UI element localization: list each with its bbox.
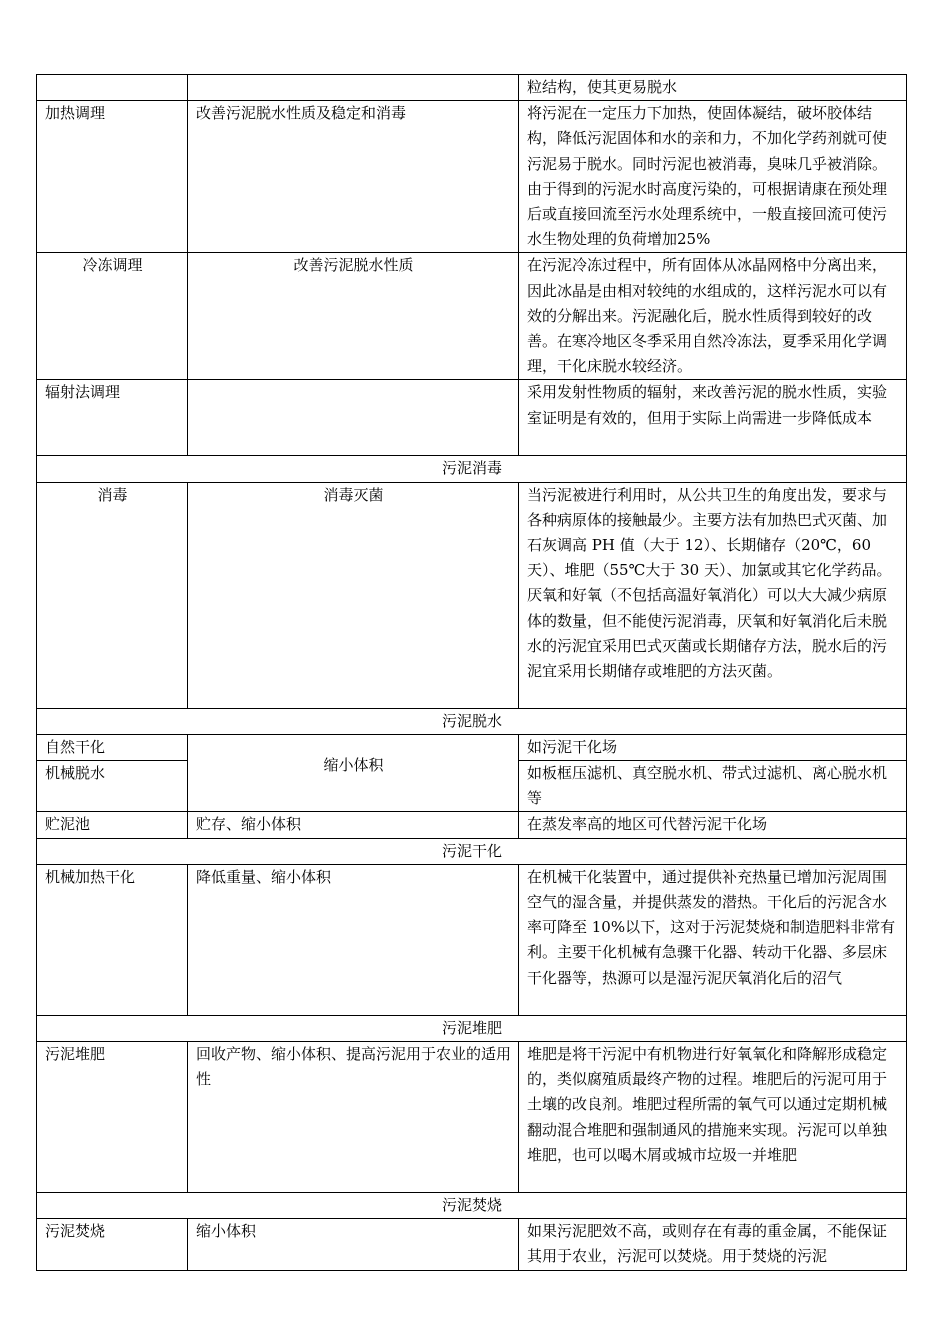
purpose-cell: 贮存、缩小体积 (188, 812, 519, 838)
table-row (37, 482, 907, 708)
method-cell: 辐射法调理 (37, 380, 188, 456)
description-cell: 采用发射性物质的辐射，来改善污泥的脱水性质，实验室证明是有效的，但用于实际上尚需进一步降低成本 (519, 380, 907, 456)
method-cell: 消毒 (37, 482, 188, 708)
purpose-cell: 缩小体积 (188, 1219, 519, 1270)
method-cell: 机械加热干化 (37, 864, 188, 1015)
method-cell: 冷冻调理 (37, 253, 188, 380)
table-row (37, 1042, 907, 1193)
table-row (37, 812, 907, 838)
method-cell: 自然干化 (37, 734, 188, 760)
purpose-cell: 改善污泥脱水性质 (188, 253, 519, 380)
table-row (37, 864, 907, 1015)
section-title: 污泥焚烧 (37, 1193, 907, 1219)
purpose-cell: 改善污泥脱水性质及稳定和消毒 (188, 101, 519, 253)
table-row (37, 253, 907, 380)
section-header-row (37, 456, 907, 482)
purpose-cell: 缩小体积 (188, 734, 519, 812)
description-cell: 在污泥冷冻过程中，所有固体从冰晶网格中分离出来，因此冰晶是由相对较纯的水组成的，这样污泥水可以有效的分解出来。污泥融化后，脱水性质得到较好的改善。在寒冷地区冬季采用自然冷冻法，夏季采用化学调理，干化床脱水较经济。 (519, 253, 907, 380)
table-row (37, 101, 907, 253)
purpose-cell: 消毒灭菌 (188, 482, 519, 708)
purpose-cell (188, 75, 519, 101)
table-row (37, 734, 907, 760)
section-header-row (37, 1015, 907, 1041)
section-title: 污泥脱水 (37, 708, 907, 734)
table-row (37, 75, 907, 101)
method-cell: 污泥堆肥 (37, 1042, 188, 1193)
method-cell: 贮泥池 (37, 812, 188, 838)
description-cell: 如板框压滤机、真空脱水机、带式过滤机、离心脱水机等 (519, 761, 907, 812)
method-cell: 污泥焚烧 (37, 1219, 188, 1270)
method-cell: 机械脱水 (37, 761, 188, 812)
description-cell: 在机械干化装置中，通过提供补充热量已增加污泥周围空气的湿含量，并提供蒸发的潜热。干化后的污泥含水率可降至 10%以下，这对于污泥焚烧和制造肥料非常有利。主要干化机械有急骤干化器、转动干化器、多层床干化器等，热源可以是湿污泥厌氧消化后的沼气 (519, 864, 907, 1015)
section-title: 污泥堆肥 (37, 1015, 907, 1041)
description-cell: 当污泥被进行利用时，从公共卫生的角度出发，要求与各种病原体的接触最少。主要方法有加热巴式灭菌、加石灰调高 PH 值（大于 12）、长期储存（20℃，60 天）、堆肥（55℃大于 30 天）、加氯或其它化学药品。厌氧和好氧（不包括高温好氧消化）可以大大减少病原体的数量，但不能使污泥消毒，厌氧和好氧消化后未脱水的污泥宜采用巴式灭菌或长期储存方法，脱水后的污泥宜采用长期储存或堆肥的方法灭菌。 (519, 482, 907, 708)
table-row (37, 380, 907, 456)
description-cell: 粒结构，使其更易脱水 (519, 75, 907, 101)
method-cell (37, 75, 188, 101)
description-cell: 在蒸发率高的地区可代替污泥干化场 (519, 812, 907, 838)
description-cell: 如果污泥肥效不高，或则存在有毒的重金属，不能保证其用于农业，污泥可以焚烧。用于焚烧的污泥 (519, 1219, 907, 1270)
method-cell: 加热调理 (37, 101, 188, 253)
purpose-cell (188, 380, 519, 456)
purpose-cell: 回收产物、缩小体积、提高污泥用于农业的适用性 (188, 1042, 519, 1193)
table-row (37, 1219, 907, 1270)
section-header-row (37, 708, 907, 734)
description-cell: 将污泥在一定压力下加热，使固体凝结，破坏胶体结构，降低污泥固体和水的亲和力，不加化学药剂就可使污泥易于脱水。同时污泥也被消毒，臭味几乎被消除。由于得到的污泥水时高度污染的，可根据请康在预处理后或直接回流至污水处理系统中，一般直接回流可使污水生物处理的负荷增加25% (519, 101, 907, 253)
description-cell: 如污泥干化场 (519, 734, 907, 760)
purpose-cell: 降低重量、缩小体积 (188, 864, 519, 1015)
section-title: 污泥干化 (37, 838, 907, 864)
section-header-row (37, 838, 907, 864)
sludge-treatment-table (36, 74, 907, 1271)
section-title: 污泥消毒 (37, 456, 907, 482)
description-cell: 堆肥是将干污泥中有机物进行好氧氧化和降解形成稳定的，类似腐殖质最终产物的过程。堆肥后的污泥可用于土壤的改良剂。堆肥过程所需的氧气可以通过定期机械翻动混合堆肥和强制通风的措施来实现。污泥可以单独堆肥，也可以喝木屑或城市垃圾一并堆肥 (519, 1042, 907, 1193)
section-header-row (37, 1193, 907, 1219)
